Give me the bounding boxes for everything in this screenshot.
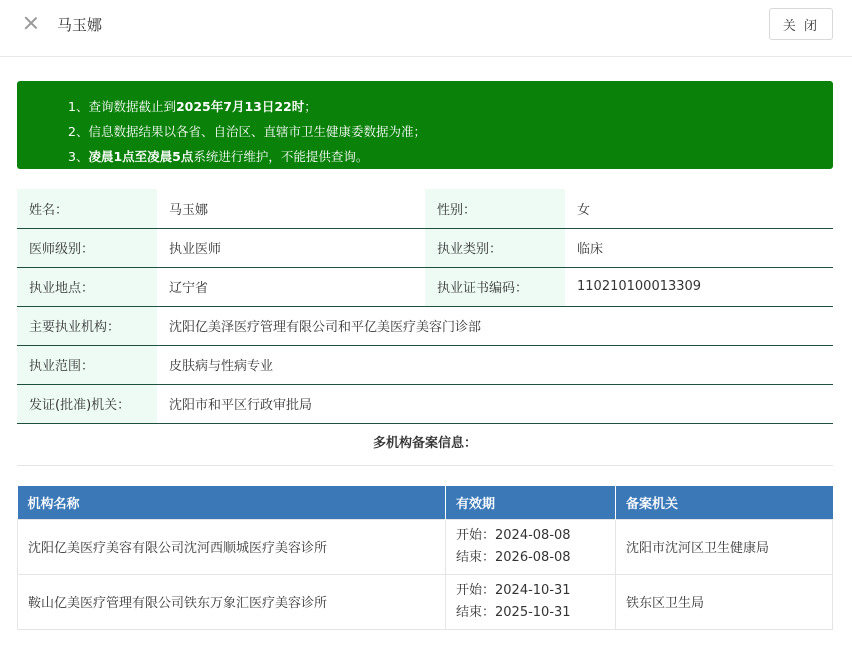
close-icon[interactable] [22,14,40,32]
name-label: 姓名： [17,189,157,228]
cert-value: 110210100013309 [565,267,833,306]
notice-line-1: 1、查询数据截止到2025年7月13日22时； [68,99,317,114]
validity-start: 开始：2024-08-08 [456,527,571,543]
info-row [17,345,833,384]
column-header-org: 机构名称 [18,486,446,519]
org-name-cell: 沈阳亿美医疗美容有限公司沈河西顺城医疗美容诊所 [18,519,446,574]
name-value: 马玉娜 [157,189,425,228]
info-row [17,267,833,306]
location-value: 辽宁省 [157,267,425,306]
close-button[interactable]: 关 闭 [769,8,833,40]
multi-org-title: 多机构备案信息： [17,423,833,466]
level-label: 医师级别： [17,228,157,267]
validity-cell [446,574,616,629]
validity-end: 结束：2025-10-31 [456,604,571,620]
info-row [17,306,833,345]
validity-cell [446,519,616,574]
cert-label: 执业证书编码： [425,267,565,306]
dialog-title: 马玉娜 [57,16,103,34]
scope-value: 皮肤病与性病专业 [157,345,833,384]
level-value: 执业医师 [157,228,425,267]
dialog-header [0,0,852,57]
validity-end: 结束：2026-08-08 [456,549,571,565]
column-header-authority: 备案机关 [616,486,833,519]
info-row [17,228,833,267]
gender-value: 女 [565,189,833,228]
location-label: 执业地点： [17,267,157,306]
notice-line-2: 2、信息数据结果以各省、自治区、直辖市卫生健康委数据为准； [68,124,426,139]
authority-label: 发证(批准)机关： [17,384,157,423]
category-label: 执业类别： [425,228,565,267]
table-row [18,519,833,574]
notice-banner [17,81,833,169]
validity-start: 开始：2024-10-31 [456,582,571,598]
info-row [17,384,833,423]
info-row [17,189,833,228]
org-authority-cell: 沈阳市沈河区卫生健康局 [616,519,833,574]
authority-value: 沈阳市和平区行政审批局 [157,384,833,423]
org-name-cell: 鞍山亿美医疗管理有限公司铁东万象汇医疗美容诊所 [18,574,446,629]
institution-label: 主要执业机构： [17,306,157,345]
notice-line-3: 3、凌晨1点至凌晨5点系统进行维护，不能提供查询。 [68,149,369,164]
table-row [18,574,833,629]
gender-label: 性别： [425,189,565,228]
scope-label: 执业范围： [17,345,157,384]
multi-org-table [17,486,833,630]
doctor-info-table [17,189,833,424]
org-authority-cell: 铁东区卫生局 [616,574,833,629]
institution-value: 沈阳亿美泽医疗管理有限公司和平亿美医疗美容门诊部 [157,306,833,345]
column-header-validity: 有效期 [446,486,616,519]
category-value: 临床 [565,228,833,267]
table-header-row [18,486,833,519]
